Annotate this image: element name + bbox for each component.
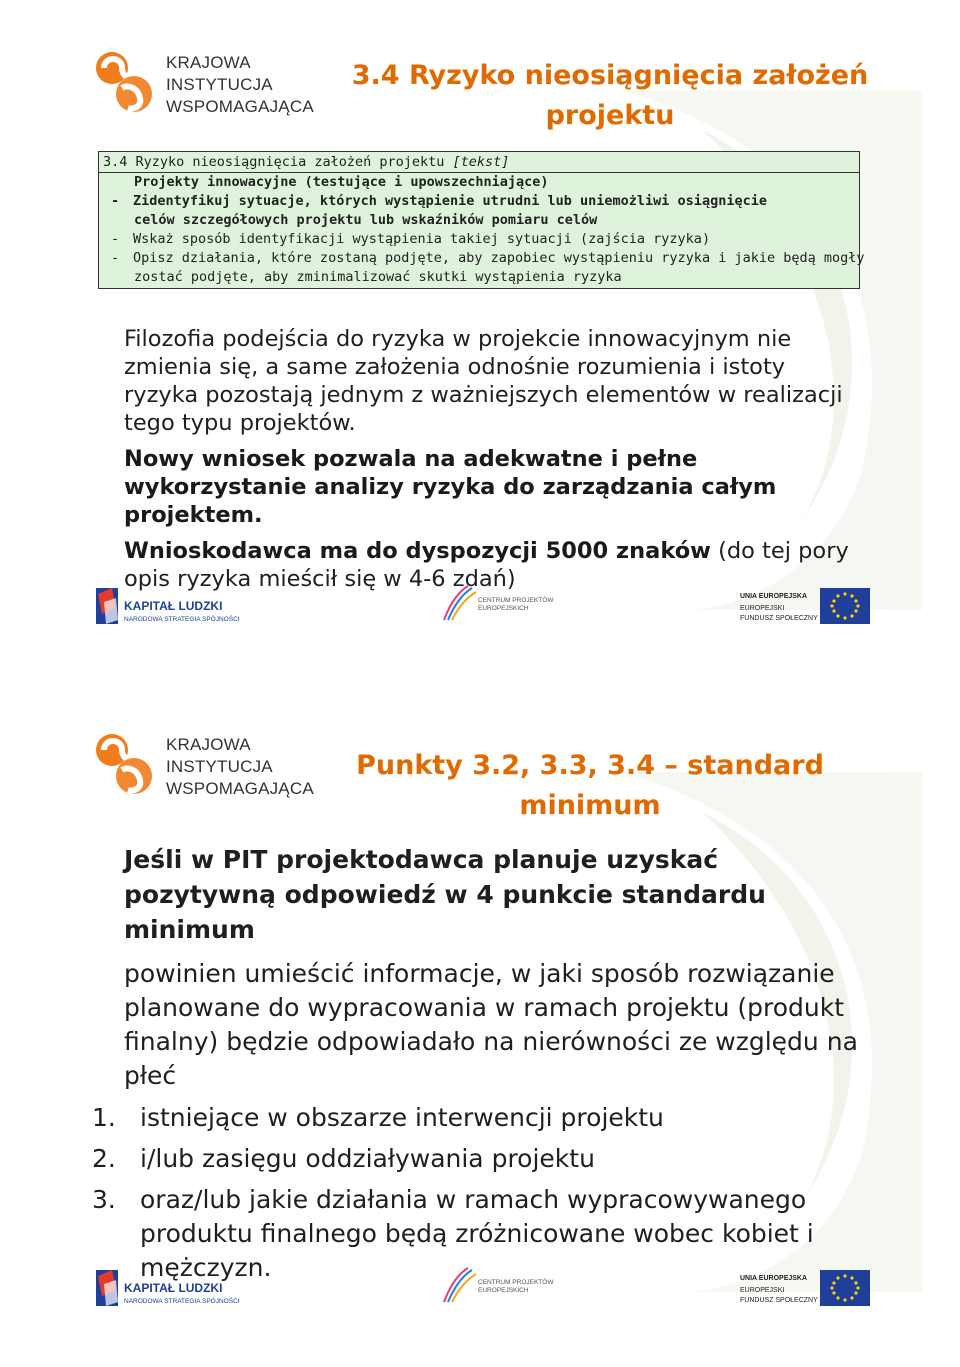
box-item-3-line-1: Opisz działania, które zostaną podjęte, aby zapobiec wystąpieniu ryzyka i jakie będą mogły <box>133 250 865 266</box>
kiw-logo-icon <box>94 730 156 798</box>
cpe-text-2: EUROPEJSKICH <box>478 1287 529 1294</box>
dash: - <box>111 231 120 247</box>
ue-text-1: UNIA EUROPEJSKA <box>740 593 808 600</box>
cpe-text-1: CENTRUM PROJEKTÓW <box>478 597 554 604</box>
cpe-text-1: CENTRUM PROJEKTÓW <box>478 1279 554 1286</box>
box-header <box>99 153 859 173</box>
eu-efs-logo <box>738 586 870 626</box>
list-item <box>92 1142 864 1176</box>
paragraph-new-application <box>124 445 864 529</box>
box-header-tag: [tekst] <box>452 154 510 170</box>
slide-risk <box>80 30 882 642</box>
explanation-text: powinien umieścić informacje, w jaki sposób rozwiązanie planowane do wypracowania w ramach projektu (produkt finalny) będzie odpowiadało na nierówności ze względu na płeć <box>124 959 858 1090</box>
list-item <box>92 1101 864 1135</box>
paragraph-new-application-text: Nowy wniosek pozwala na adekwatne i pełne wykorzystanie analizy ryzyka do zarządzania całym projektem. <box>124 446 777 528</box>
slide-body <box>92 842 864 1292</box>
logo-line-2: INSTYTUCJA <box>166 75 273 94</box>
slide-title-line-2: minimum <box>519 790 661 821</box>
box-item-2-text: Wskaż sposób identyfikacji wystąpienia takiej sytuacji (zajścia ryzyka) <box>133 231 711 247</box>
kiw-logo <box>94 730 324 800</box>
kl-text-2: NARODOWA STRATEGIA SPÓJNOŚCI <box>124 1298 240 1305</box>
box-item-1 <box>99 192 859 211</box>
criteria-list <box>92 1101 864 1285</box>
cpe-text-2: EUROPEJSKICH <box>478 605 529 612</box>
logo-line-3: WSPOMAGAJĄCA <box>166 97 314 116</box>
ue-text-2: EUROPEJSKI <box>740 605 785 612</box>
footer-logos <box>80 578 882 636</box>
logo-line-1: KRAJOWA <box>166 735 251 754</box>
box-header-text: 3.4 Ryzyko nieosiągnięcia założeń projektu <box>103 154 453 170</box>
slide-title <box>350 56 870 136</box>
slide-title-line-1: 3.4 Ryzyko nieosiągnięcia założeń <box>351 60 869 91</box>
ue-text-2: EUROPEJSKI <box>740 1287 785 1294</box>
box-item-1-line-1: Zidentyfikuj sytuacje, których wystąpienie utrudni lub uniemożliwi osiągnięcie <box>133 193 767 209</box>
kiw-logo <box>94 48 324 118</box>
lead-statement: Jeśli w PIT projektodawca planuje uzyskać pozytywną odpowiedź w 4 punkcie standardu minimum <box>124 845 766 944</box>
dash: - <box>111 250 120 266</box>
kl-text-2: NARODOWA STRATEGIA SPÓJNOŚCI <box>124 616 240 623</box>
ue-text-3: FUNDUSZ SPOŁECZNY <box>740 615 818 622</box>
logo-line-3: WSPOMAGAJĄCA <box>166 779 314 798</box>
character-limit-rest: (do tej pory opis ryzyka mieścił się w 4-6 zdań) <box>124 538 849 592</box>
kiw-logo-icon <box>94 48 156 116</box>
cpe-logo <box>440 584 554 624</box>
logo-line-1: KRAJOWA <box>166 53 251 72</box>
box-item-3-line-2: zostać podjęte, aby zminimalizować skutki wystąpienia ryzyka <box>134 269 622 285</box>
kapital-ludzki-logo <box>94 1266 244 1312</box>
character-limit-bold: Wnioskodawca ma do dyspozycji 5000 znaków <box>124 538 711 564</box>
slide-body <box>124 325 864 601</box>
box-item-3 <box>99 249 865 268</box>
kl-text-1: KAPITAŁ LUDZKI <box>124 599 223 613</box>
eu-efs-logo <box>738 1268 870 1308</box>
kl-text-1: KAPITAŁ LUDZKI <box>124 1281 223 1295</box>
ue-text-3: FUNDUSZ SPOŁECZNY <box>740 1297 818 1304</box>
box-item-1-line-2: celów szczegółowych projektu lub wskaźników pomiaru celów <box>134 212 598 228</box>
list-text: oraz/lub jakie działania w ramach wypracowywanego produktu finalnego będą zróżnicowane wobec kobiet i mężczyzn. <box>140 1185 814 1282</box>
form-section-box <box>98 151 865 289</box>
kapital-ludzki-logo <box>94 584 244 630</box>
footer-logos <box>80 1260 882 1318</box>
slide-title-line-2: projektu <box>545 100 675 131</box>
list-number: 2. <box>92 1144 116 1173</box>
logo-line-2: INSTYTUCJA <box>166 757 273 776</box>
paragraph-philosophy: Filozofia podejścia do ryzyka w projekcie innowacyjnym nie zmienia się, a same założenia odnośnie rozumienia i istoty ryzyka pozostają jednym z ważniejszych elementów w realizacji tego typu projektów. <box>124 326 843 436</box>
ue-text-1: UNIA EUROPEJSKA <box>740 1275 808 1282</box>
dash: - <box>111 193 120 209</box>
box-subheader: Projekty innowacyjne (testujące i upowszechniające) <box>134 174 549 190</box>
list-number: 3. <box>92 1185 116 1214</box>
slide-standard-minimum <box>80 712 882 1324</box>
list-text: istniejące w obszarze interwencji projektu <box>140 1103 664 1132</box>
list-number: 1. <box>92 1103 116 1132</box>
slide-title-line-1: Punkty 3.2, 3.3, 3.4 – standard <box>356 750 824 781</box>
slide-title <box>350 746 830 826</box>
cpe-logo <box>440 1266 554 1306</box>
list-text: i/lub zasięgu oddziaływania projektu <box>140 1144 595 1173</box>
box-item-2 <box>99 230 859 249</box>
